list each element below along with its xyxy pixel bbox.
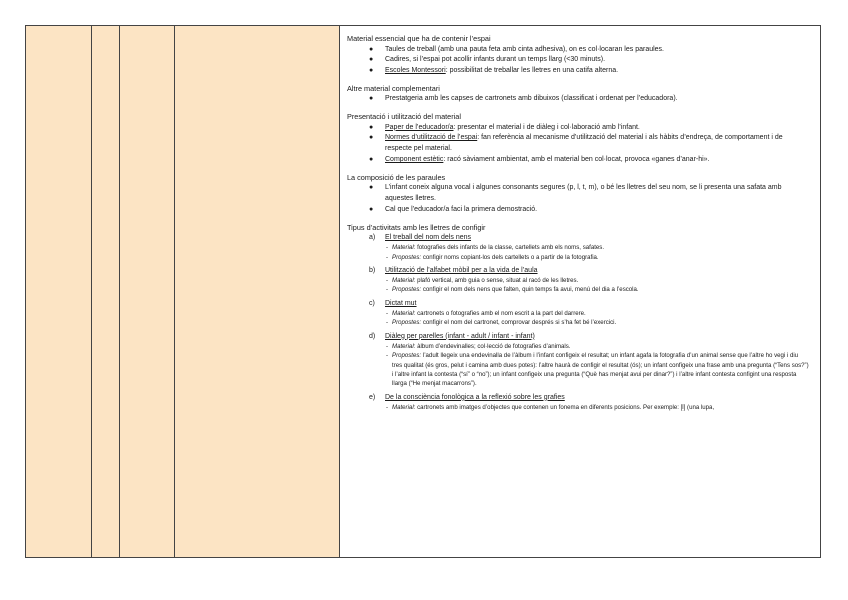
detail-label: Material: <box>392 277 416 285</box>
dash-icon: - <box>386 253 389 261</box>
bullet-item <box>347 66 810 77</box>
bullet-item <box>347 123 810 134</box>
activity-title: Diàleg per parelles (infant - adult / infant - infant) <box>385 332 535 340</box>
bullet-highlight: Normes d’utilització de l’espai <box>385 134 478 142</box>
dash-icon: - <box>386 286 389 294</box>
dash-icon: - <box>386 244 389 252</box>
bullet-text: Cal que l’educador/a faci la primera demostració. <box>385 205 538 213</box>
bullet-highlight: Component estètic <box>385 156 444 164</box>
bullet-icon: ● <box>369 67 374 75</box>
content-cell <box>340 26 820 557</box>
activity-title-row <box>347 266 810 276</box>
bullet-text: L’infant coneix alguna vocal i algunes consonants segures (p, l, t, m), o bé les lletres del seu nom, se li presenta una safata amb aquestes lletres. <box>385 184 782 203</box>
activity-item <box>347 393 810 412</box>
table-column-3 <box>120 26 175 557</box>
table-column-1 <box>26 26 92 557</box>
activity-letter: c) <box>369 299 375 307</box>
detail-label: Propostes: <box>392 286 422 294</box>
detail-label: Propostes: <box>392 352 422 360</box>
detail-text: fotografies dels infants de la classe, cartellets amb els noms, safates. <box>415 244 605 252</box>
detail-label: Propostes: <box>392 253 422 261</box>
activity-detail <box>347 309 810 318</box>
activity-title-row <box>347 233 810 243</box>
activity-detail <box>347 342 810 351</box>
detail-text: configir el nom dels nens que falten, quin temps fa avui, menú del dia a l’escola. <box>421 286 639 294</box>
section-heading: Altre material complementari <box>347 83 440 93</box>
activity-title: El treball del nom dels nens <box>385 234 471 242</box>
bullet-item <box>347 133 810 155</box>
bullet-icon: ● <box>369 156 374 164</box>
detail-text: plafó vertical, amb guia o sense, situat al racó de les lletres. <box>415 277 579 285</box>
activity-letter: b) <box>369 267 376 275</box>
dash-icon: - <box>386 342 389 350</box>
bullet-icon: ● <box>369 134 374 142</box>
section <box>347 34 810 77</box>
bullet-text: Taules de treball (amb una pauta feta amb cinta adhesiva), on es col·locaran les paraules. <box>385 45 664 53</box>
bullet-icon: ● <box>369 123 374 131</box>
bullet-item <box>347 183 810 205</box>
activities-section <box>347 223 810 412</box>
detail-text: àlbum d’endevinalles; col·lecció de fotografies d’animals. <box>415 342 571 350</box>
bullet-text: Prestatgeria amb les capses de cartronets amb dibuixos (classificat i ordenat per l’educadora). <box>385 95 678 103</box>
bullet-item <box>347 94 810 105</box>
bullet-highlight: Paper de l’educador/a <box>385 123 454 131</box>
dash-icon: - <box>386 403 389 411</box>
detail-label: Material: <box>392 403 416 411</box>
detail-text: cartronets o fotografies amb el nom escrit a la part del darrere. <box>415 309 586 317</box>
bullet-text: : fan referència al mecanisme d’utilització del material i als hàbits d’endreça, de comportament i de respecte pel material. <box>385 134 783 153</box>
bullet-icon: ● <box>369 184 374 192</box>
section-heading: Material essencial que ha de contenir l’espai <box>347 34 491 43</box>
bullet-icon: ● <box>369 95 374 103</box>
activity-item <box>347 233 810 262</box>
bullet-text: Cadires, si l’espai pot acollir infants durant un temps llarg (<30 minuts). <box>385 56 606 64</box>
table-column-4 <box>175 26 340 557</box>
activity-title: Utilització de l’alfabet mòbil per a la vida de l’aula <box>385 267 538 275</box>
activity-title: De la consciència fonològica a la reflexió sobre les grafies <box>385 393 565 401</box>
section <box>347 84 810 105</box>
bullet-icon: ● <box>369 45 374 53</box>
bullet-text: : racó sàviament ambientat, amb el material ben col·locat, provoca «ganes d’anar-hi». <box>443 156 710 164</box>
section-heading: Presentació i utilització del material <box>347 112 461 122</box>
section-heading: La composició de les paraules <box>347 172 446 182</box>
activity-letter: d) <box>369 332 376 340</box>
bullet-icon: ● <box>369 56 374 64</box>
activity-title-row <box>347 299 810 309</box>
activity-letter: a) <box>369 234 376 242</box>
activity-title: Dictat mut <box>385 299 417 307</box>
detail-text: cartronets amb imatges d’objectes que contenen un fonema en diferents posicions. Per exemple: [l] (una lupa, <box>415 403 715 411</box>
section <box>347 112 810 166</box>
bullet-icon: ● <box>369 205 374 213</box>
detail-text: l’adult llegeix una endevinalla de l’àlbum i l’infant configeix el resultat; un infant agafa la fotografia d’un animal sense que l’altre ho vegi i diu tres qualitat (és gros, pelut i camina amb dues potes): l’altre haurà de configir el resultat (ós); un infant configeix una frase amb una pregunta (“Tens sos?”) i l’altre infant la contesta (“sí” o “no”); un infant configeix una pregunta (“Què has menjat avui per dinar?”) i l’altre infant contesta configint una resposta llarga (“He menjat macarrons”). <box>392 352 809 388</box>
bullet-item <box>347 45 810 56</box>
activity-detail <box>347 243 810 252</box>
activity-detail <box>347 276 810 285</box>
detail-text: configir noms copiant-los dels cartellets o a partir de la fotografia. <box>421 253 599 261</box>
detail-label: Material: <box>392 309 416 317</box>
dash-icon: - <box>386 309 389 317</box>
activity-title-row <box>347 393 810 403</box>
bullet-text: : possibilitat de treballar les lletres en una catifa alterna. <box>445 67 619 75</box>
detail-label: Material: <box>392 244 416 252</box>
activity-item <box>347 332 810 389</box>
detail-text: configir el nom del cartronet, comprovar després si s’ha fet bé l’exercici. <box>421 319 617 327</box>
activity-detail <box>347 285 810 294</box>
bullet-text: : presentar el material i de diàleg i col·laboració amb l’infant. <box>453 123 640 131</box>
activity-detail <box>347 403 810 412</box>
section <box>347 173 810 216</box>
document-table <box>25 25 821 558</box>
activity-detail <box>347 318 810 327</box>
activity-detail <box>347 253 810 262</box>
table-column-2 <box>92 26 120 557</box>
dash-icon: - <box>386 352 389 360</box>
section-heading: Tipus d’activitats amb les lletres de configir <box>347 222 486 232</box>
activity-letter: e) <box>369 393 376 401</box>
activity-detail <box>347 351 810 389</box>
activity-title-row <box>347 332 810 342</box>
bullet-item <box>347 55 810 66</box>
bullet-highlight: Escoles Montessori <box>385 67 446 75</box>
detail-label: Propostes: <box>392 319 422 327</box>
detail-label: Material: <box>392 342 416 350</box>
dash-icon: - <box>386 277 389 285</box>
dash-icon: - <box>386 319 389 327</box>
activity-item <box>347 266 810 295</box>
bullet-item <box>347 155 810 166</box>
activity-item <box>347 299 810 328</box>
bullet-item <box>347 205 810 216</box>
